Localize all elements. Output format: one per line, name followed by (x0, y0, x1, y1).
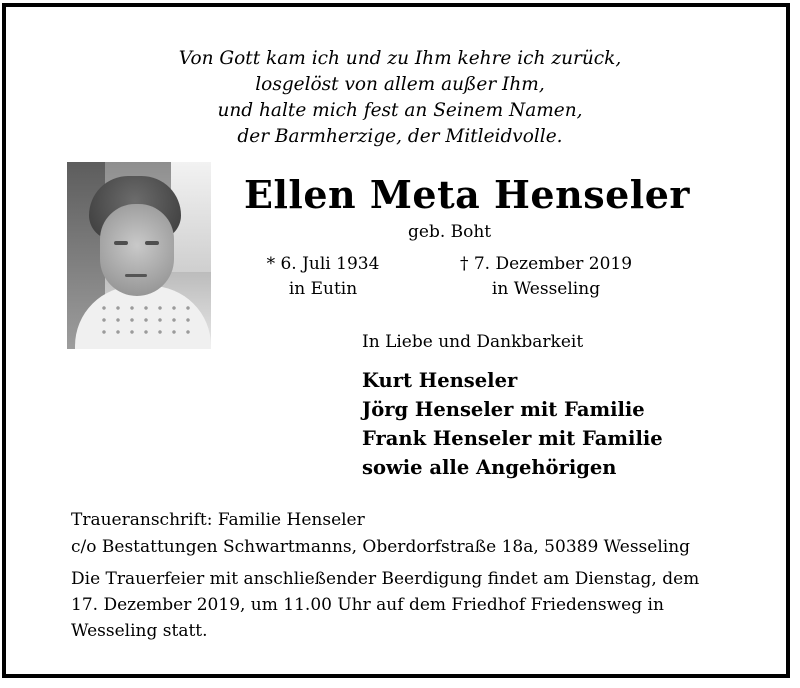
birth-date: * 6. Juli 1934 (266, 254, 380, 274)
mourner-item: Jörg Henseler mit Familie (362, 398, 645, 421)
death-info (446, 252, 646, 302)
gratitude-line: In Liebe und Dankbarkeit (362, 332, 584, 352)
mourner-item: Frank Henseler mit Familie (362, 427, 663, 450)
funeral-service-info (71, 566, 733, 644)
deceased-name: Ellen Meta Henseler (244, 172, 690, 217)
mourner-item: sowie alle Angehörigen (362, 456, 617, 479)
mourner-item: Kurt Henseler (362, 369, 518, 392)
verse-block (0, 46, 800, 150)
birth-place: in Eutin (288, 279, 358, 299)
service-line: Wesseling statt. (71, 621, 208, 641)
address-line: c/o Bestattungen Schwartmanns, Oberdorfstraße 18a, 50389 Wesseling (71, 537, 691, 557)
service-line: Die Trauerfeier mit anschließender Beerdigung findet am Dienstag, dem (71, 569, 700, 589)
mourners-list (362, 366, 663, 482)
birth-info (253, 252, 393, 302)
verse-line: Von Gott kam ich und zu Ihm kehre ich zurück, (178, 48, 622, 69)
address-line: Traueranschrift: Familie Henseler (71, 510, 365, 530)
death-place: in Wesseling (491, 279, 601, 299)
service-line: 17. Dezember 2019, um 11.00 Uhr auf dem Friedhof Friedensweg in (71, 595, 664, 615)
mourning-address (71, 507, 690, 561)
birth-name: geb. Boht (408, 222, 492, 242)
verse-line: losgelöst von allem außer Ihm, (255, 74, 545, 95)
portrait-photo (67, 162, 211, 349)
death-date: † 7. Dezember 2019 (459, 254, 633, 274)
verse-line: und halte mich fest an Seinem Namen, (217, 100, 583, 121)
verse-line: der Barmherzige, der Mitleidvolle. (237, 126, 563, 147)
